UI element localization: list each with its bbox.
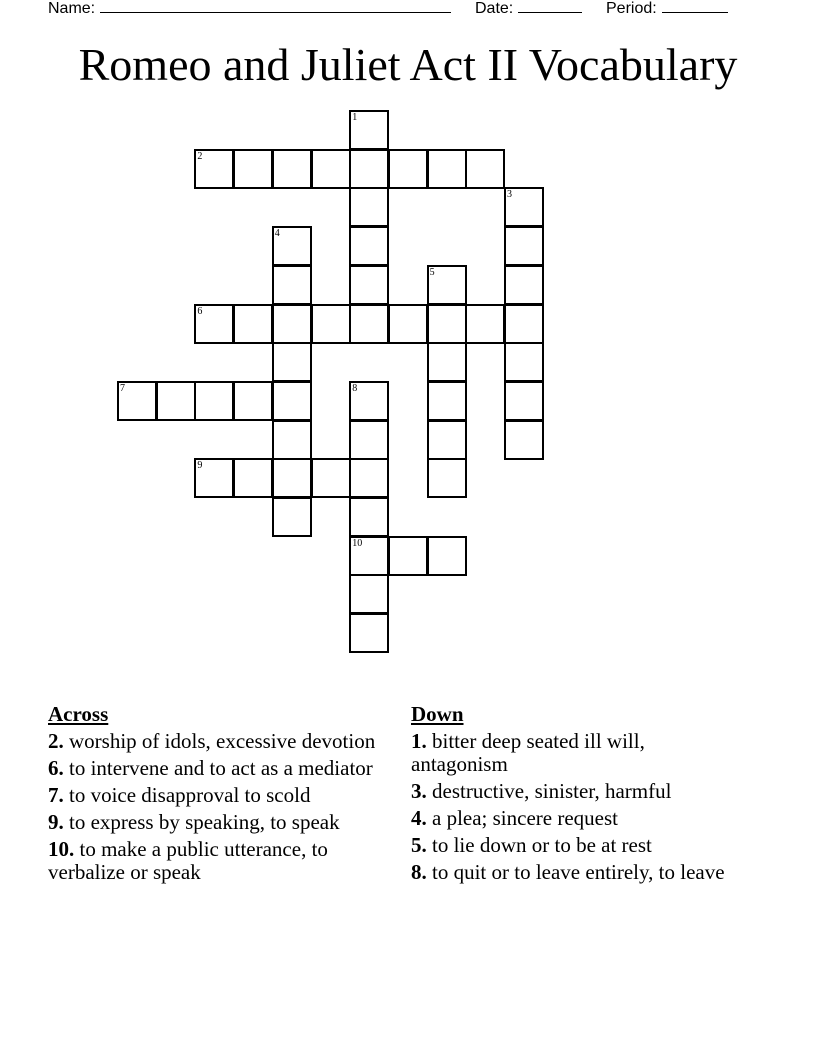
crossword-cell[interactable] [504, 381, 544, 421]
clue-number: 3 [507, 189, 512, 201]
clue-number-label: 3. [411, 779, 427, 803]
crossword-cell[interactable] [427, 342, 467, 382]
clue-number-label: 9. [48, 810, 64, 834]
crossword-cell[interactable] [388, 536, 428, 576]
crossword-cell[interactable] [349, 458, 389, 498]
clue-number-label: 7. [48, 783, 64, 807]
crossword-cell[interactable] [272, 149, 312, 189]
crossword-cell[interactable] [427, 381, 467, 421]
crossword-cell[interactable] [117, 381, 157, 421]
clue-text: to express by speaking, to speak [63, 810, 340, 834]
across-clue [48, 811, 388, 834]
across-clue [48, 757, 388, 780]
crossword-cell[interactable] [465, 149, 505, 189]
crossword-cell[interactable] [156, 381, 196, 421]
clue-number: 1 [352, 112, 358, 123]
crossword-cell[interactable] [349, 187, 389, 227]
crossword-cell[interactable] [349, 574, 389, 614]
crossword-cell[interactable] [427, 420, 467, 460]
crossword-cell[interactable] [427, 536, 467, 576]
down-clue-list [411, 730, 741, 884]
crossword-cell[interactable] [233, 304, 273, 344]
clue-number: 8 [352, 382, 358, 394]
down-clue [411, 730, 741, 776]
crossword-cell[interactable] [349, 497, 389, 537]
crossword-cell[interactable] [465, 304, 505, 344]
clue-number-label: 10. [48, 837, 75, 861]
crossword-cell[interactable] [272, 342, 312, 382]
crossword-cell[interactable] [349, 265, 389, 305]
crossword-cell[interactable] [311, 458, 351, 498]
clue-text: destructive, sinister, harmful [426, 779, 672, 803]
crossword-cell[interactable] [349, 226, 389, 266]
clue-number-label: 4. [411, 806, 427, 830]
clue-number: 7 [120, 382, 125, 394]
name-label: Name: [48, 0, 96, 17]
clue-number: 2 [197, 150, 203, 162]
clue-number-label: 2. [48, 729, 64, 753]
down-heading: Down [411, 702, 464, 726]
clue-text: to lie down or to be at rest [426, 833, 652, 857]
clue-number: 10 [352, 537, 363, 549]
crossword-cell[interactable] [194, 381, 234, 421]
page-title: Romeo and Juliet Act II Vocabulary [78, 39, 738, 90]
across-clues [48, 703, 388, 888]
crossword-cell[interactable] [349, 381, 389, 421]
down-clue [411, 861, 741, 884]
crossword-cell[interactable] [504, 226, 544, 266]
crossword-cell[interactable] [504, 342, 544, 382]
clue-number-label: 1. [411, 729, 427, 753]
across-clue [48, 784, 388, 807]
clue-text: to voice disapproval to scold [63, 783, 311, 807]
crossword-cell[interactable] [349, 420, 389, 460]
down-clue [411, 807, 741, 830]
clue-text: to intervene and to act as a mediator [63, 756, 373, 780]
clue-number-label: 8. [411, 860, 427, 884]
down-clue [411, 834, 741, 857]
crossword-cell[interactable] [194, 458, 234, 498]
clue-text: a plea; sincere request [426, 806, 618, 830]
crossword-cell[interactable] [349, 536, 389, 576]
clue-number: 4 [274, 228, 280, 240]
crossword-cell[interactable] [272, 381, 312, 421]
down-clue [411, 780, 741, 803]
crossword-cell[interactable] [272, 304, 312, 344]
crossword-cell[interactable] [194, 149, 234, 189]
crossword-cell[interactable] [272, 497, 312, 537]
crossword-cell[interactable] [194, 304, 234, 344]
crossword-cell[interactable] [349, 110, 389, 150]
crossword-cell[interactable] [349, 149, 389, 189]
across-clue [48, 838, 388, 884]
crossword-cell[interactable] [427, 458, 467, 498]
crossword-cell[interactable] [233, 458, 273, 498]
crossword-cell[interactable] [504, 187, 544, 227]
crossword-cell[interactable] [427, 265, 467, 305]
across-clue [48, 730, 388, 753]
crossword-cell[interactable] [272, 458, 312, 498]
crossword-cell[interactable] [272, 265, 312, 305]
period-label: Period: [606, 0, 657, 17]
across-clue-list [48, 730, 388, 884]
date-label: Date: [475, 0, 514, 17]
across-heading: Across [48, 702, 109, 726]
clue-number-label: 5. [411, 833, 427, 857]
crossword-cell[interactable] [272, 420, 312, 460]
crossword-cell[interactable] [388, 149, 428, 189]
clue-text: to quit or to leave entirely, to leave [426, 860, 725, 884]
clue-number-label: 6. [48, 756, 64, 780]
down-clues [411, 703, 741, 888]
crossword-cell[interactable] [427, 149, 467, 189]
crossword-cell[interactable] [349, 613, 389, 653]
clue-number: 9 [197, 460, 203, 472]
clue-number: 5 [429, 266, 435, 278]
crossword-cell[interactable] [427, 304, 467, 344]
crossword-cell[interactable] [504, 304, 544, 344]
crossword-cell[interactable] [504, 265, 544, 305]
clue-text: to make a public utterance, to verbalize or speak [48, 837, 328, 884]
crossword-cell[interactable] [272, 226, 312, 266]
clue-number: 6 [197, 305, 203, 317]
crossword-cell[interactable] [504, 420, 544, 460]
crossword-cell[interactable] [349, 304, 389, 344]
crossword-cell[interactable] [233, 149, 273, 189]
crossword-cell[interactable] [311, 304, 351, 344]
clue-text: bitter deep seated ill will, antagonism [411, 729, 645, 776]
crossword-cell[interactable] [388, 304, 428, 344]
crossword-cell[interactable] [311, 149, 351, 189]
clue-text: worship of idols, excessive devotion [63, 729, 376, 753]
crossword-cell[interactable] [233, 381, 273, 421]
